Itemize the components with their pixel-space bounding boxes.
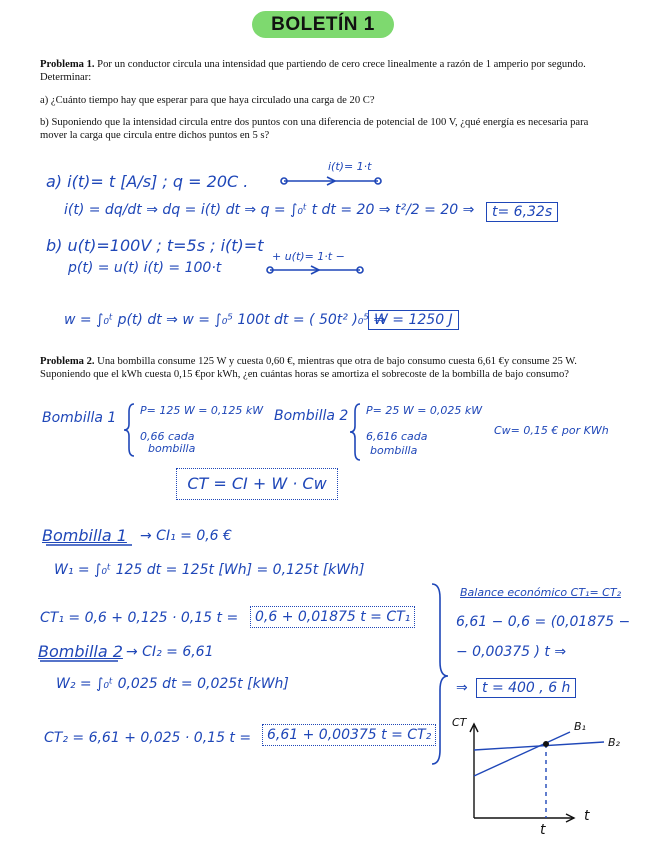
- hw-bulb-1-total-cost: CT₁ = 0,6 + 0,125 · 0,15 t =: [40, 610, 239, 626]
- hw-bulb-1-heading: Bombilla 1: [42, 410, 117, 426]
- hw-bulb-1-total-cost-result: 0,6 + 0,01875 t = CT₁: [250, 606, 415, 628]
- graph-x-label: t: [584, 808, 590, 824]
- hw-balance-result: t = 400 , 6 h: [476, 678, 576, 698]
- hw-energy-price: Cw= 0,15 € por KWh: [494, 424, 609, 437]
- hw-balance-line-2: − 0,00375 ) t ⇒: [456, 644, 567, 660]
- hw-bulb-2-power: P= 25 W = 0,025 kW: [366, 404, 483, 417]
- graph-y-label: CT: [452, 716, 467, 729]
- problem-1-question-a: a) ¿Cuánto tiempo hay que esperar para que haya circulado una carga de 20 C?: [40, 95, 375, 106]
- hw-part-a-circuit-label: i(t)= 1·t: [328, 160, 372, 173]
- graph-intersection-label: t: [540, 822, 546, 838]
- hw-bulb-2-energy: W₂ = ∫₀ᵗ 0,025 dt = 0,025t [kWh]: [56, 676, 289, 692]
- page-title: BOLETÍN 1: [252, 11, 394, 38]
- hw-part-a-result: t= 6,32s: [486, 202, 558, 222]
- hw-section-bulb-2: Bombilla 2: [38, 642, 123, 661]
- hw-part-b-circuit-label: + u(t)= 1·t −: [272, 250, 345, 263]
- hw-part-a-givens: a) i(t)= t [A/s] ; q = 20C .: [46, 172, 249, 191]
- hw-balance-arrow: ⇒: [456, 680, 468, 696]
- hw-bulb-2-cost-unit: bombilla: [370, 444, 418, 457]
- problem-1-text: Por un conductor circula una intensidad que partiendo de cero crece linealmente a razón de 1 amperio por segundo. Determinar:: [40, 59, 586, 83]
- hw-part-b-power: p(t) = u(t) i(t) = 100·t: [68, 260, 222, 276]
- problem-1-question-b: b) Suponiendo que la intensidad circula entre dos puntos con una diferencia de potencial de 100 V, ¿qué energía es necesaria para mover la carga que circula entre dichos puntos en 5 s?: [40, 117, 589, 141]
- hw-section-bulb-1: Bombilla 1: [42, 526, 127, 545]
- hw-balance-heading: Balance económico CT₁= CT₂: [460, 586, 621, 599]
- problem-2-text: Una bombilla consume 125 W y cuesta 0,60 €, mientras que otra de bajo consumo cuesta 6,61 €y consume 25 W. Suponiendo que el kWh cuesta 0,15 €por kWh, ¿en cuántas horas se amortiza el sobrecoste de la bombilla de bajo consumo?: [40, 356, 577, 380]
- hw-part-b-energy: w = ∫₀ᵗ p(t) dt ⇒ w = ∫₀⁵ 100t dt = ( 50t² )₀⁵ ⇒: [64, 312, 386, 328]
- graph-line-b2: [474, 742, 604, 750]
- hw-total-cost-formula: CT = CI + W · Cw: [176, 468, 338, 500]
- hw-balance-line-1: 6,61 − 0,6 = (0,01875 −: [456, 614, 631, 630]
- graph-b1-label: B₁: [574, 720, 586, 733]
- hw-bulb-2-cost: 6,616 cada: [366, 430, 428, 443]
- hw-bulb-2-initial-cost: → CI₂ = 6,61: [126, 644, 214, 660]
- problem-2-label: Problema 2.: [40, 356, 95, 367]
- graph-line-b1: [474, 732, 570, 776]
- hw-bulb-2-total-cost: CT₂ = 6,61 + 0,025 · 0,15 t =: [44, 730, 252, 746]
- graph-intersection-point: [543, 741, 549, 747]
- hw-part-a-derivation: i(t) = dq/dt ⇒ dq = i(t) dt ⇒ q = ∫₀ᵗ t dt = 20 ⇒ t²/2 = 20 ⇒: [64, 202, 475, 218]
- hw-bulb-2-heading: Bombilla 2: [274, 408, 349, 424]
- hw-part-b-result: W = 1250 J: [368, 310, 459, 330]
- hw-bulb-2-total-cost-result: 6,61 + 0,00375 t = CT₂: [262, 724, 436, 746]
- hw-part-b-givens: b) u(t)=100V ; t=5s ; i(t)=t: [46, 236, 264, 255]
- hw-bulb-1-cost-unit: bombilla: [148, 442, 196, 455]
- hw-bulb-1-power: P= 125 W = 0,125 kW: [140, 404, 264, 417]
- hw-bulb-1-cost: 0,66 cada: [140, 430, 195, 443]
- hw-bulb-1-initial-cost: → CI₁ = 0,6 €: [140, 528, 232, 544]
- hw-bulb-1-energy: W₁ = ∫₀ᵗ 125 dt = 125t [Wh] = 0,125t [kWh]: [54, 562, 365, 578]
- graph-b2-label: B₂: [608, 736, 620, 749]
- problem-1-label: Problema 1.: [40, 59, 95, 70]
